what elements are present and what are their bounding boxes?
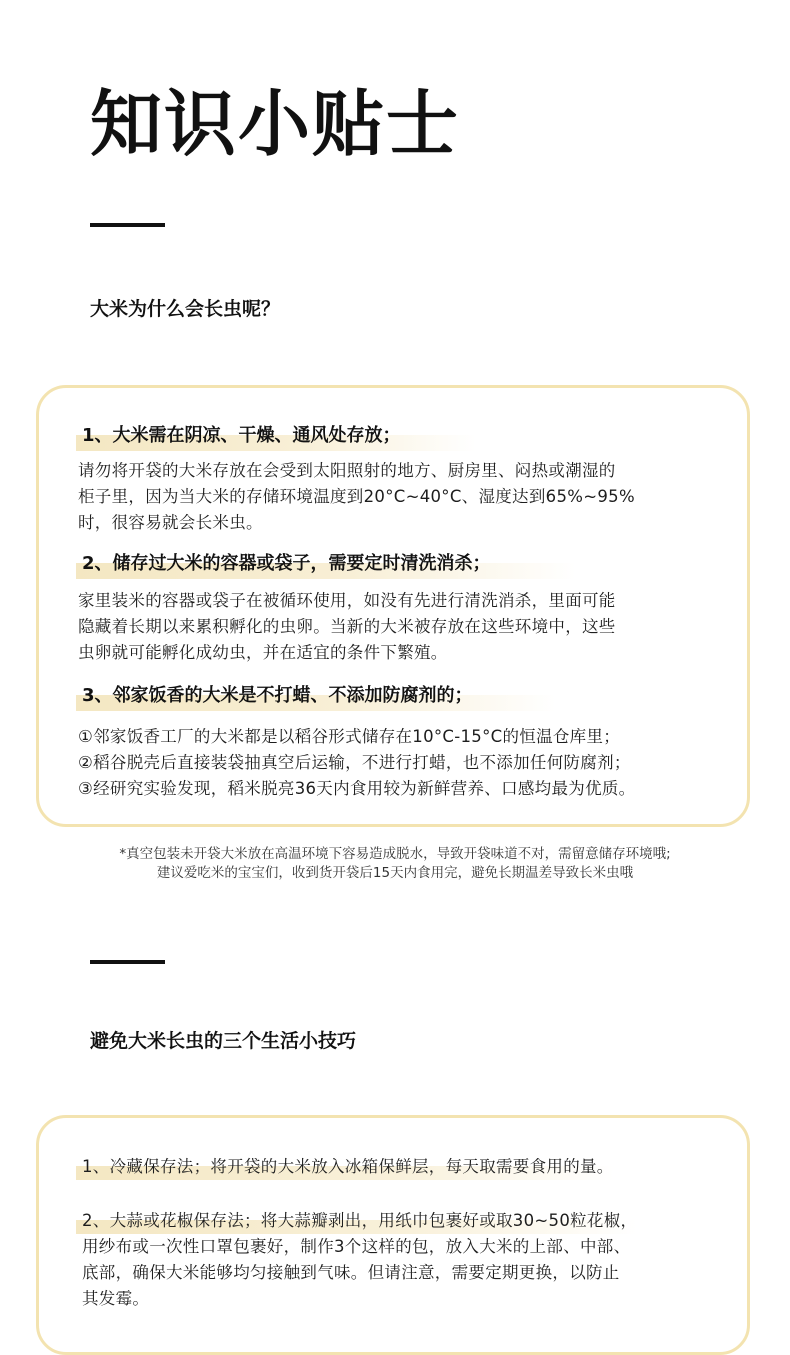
item-heading-3: 3、邻家饭香的大米是不打蜡、不添加防腐剂的；	[76, 681, 556, 711]
section-divider	[90, 960, 165, 964]
section-subtitle-three-tips: 避免大米长虫的三个生活小技巧	[90, 1030, 357, 1052]
tip-line: 其发霉。	[82, 1289, 150, 1308]
paragraph-line: 柜子里，因为当大米的存储环境温度到20°C~40°C、湿度达到65%~95%	[78, 487, 635, 506]
tip-line: 用纱布或一次性口罩包裹好，制作3个这样的包，放入大米的上部、中部、	[82, 1237, 631, 1256]
item-paragraph-3	[78, 724, 738, 802]
tip-line: 2、大蒜或花椒保存法；将大蒜瓣剥出，用纸巾包裹好或取30~50粒花椒，	[76, 1208, 637, 1234]
title-divider	[90, 223, 165, 227]
tip-1	[76, 1154, 736, 1180]
paragraph-line: ③经研究实验发现，稻米脱亮36天内食用较为新鲜营养、口感均最为优质。	[78, 779, 636, 798]
paragraph-line: 时，很容易就会长米虫。	[78, 513, 263, 532]
tip-line: 底部，确保大米能够均匀接触到气味。但请注意，需要定期更换，以防止	[82, 1263, 620, 1282]
item-heading-2: 2、储存过大米的容器或袋子，需要定时清洗消杀；	[76, 549, 576, 579]
paragraph-line: 隐藏着长期以来累积孵化的虫卵。当新的大米被存放在这些环境中，这些	[78, 617, 616, 636]
paragraph-line: 家里装米的容器或袋子在被循环使用，如没有先进行清洗消杀，里面可能	[78, 591, 616, 610]
section-subtitle-why-bugs: 大米为什么会长虫呢？	[90, 298, 281, 320]
paragraph-line: 请勿将开袋的大米存放在会受到太阳照射的地方、厨房里、闷热或潮湿的	[78, 461, 616, 480]
tip-2	[76, 1208, 736, 1312]
storage-footnote	[0, 845, 790, 883]
paragraph-line: ②稻谷脱壳后直接装袋抽真空后运输，不进行打蜡，也不添加任何防腐剂；	[78, 753, 631, 772]
item-paragraph-1	[78, 458, 738, 536]
footnote-line-2: 建议爱吃米的宝宝们，收到货开袋后15天内食用完，避免长期温差导致长米虫哦	[156, 865, 634, 881]
item-heading-1: 1、大米需在阴凉、干燥、通风处存放；	[76, 421, 476, 451]
tip-line: 1、冷藏保存法；将开袋的大米放入冰箱保鲜层，每天取需要食用的量。	[76, 1154, 614, 1180]
footnote-line-1: *真空包装未开袋大米放在高温环境下容易造成脱水，导致开袋味道不对，需留意储存环境哦;	[119, 846, 671, 862]
page-title: 知识小贴士	[90, 82, 461, 166]
item-paragraph-2	[78, 588, 738, 666]
paragraph-line: 虫卵就可能孵化成幼虫，并在适宜的条件下繁殖。	[78, 643, 448, 662]
paragraph-line: ①邻家饭香工厂的大米都是以稻谷形式储存在10°C-15°C的恒温仓库里；	[78, 727, 621, 746]
